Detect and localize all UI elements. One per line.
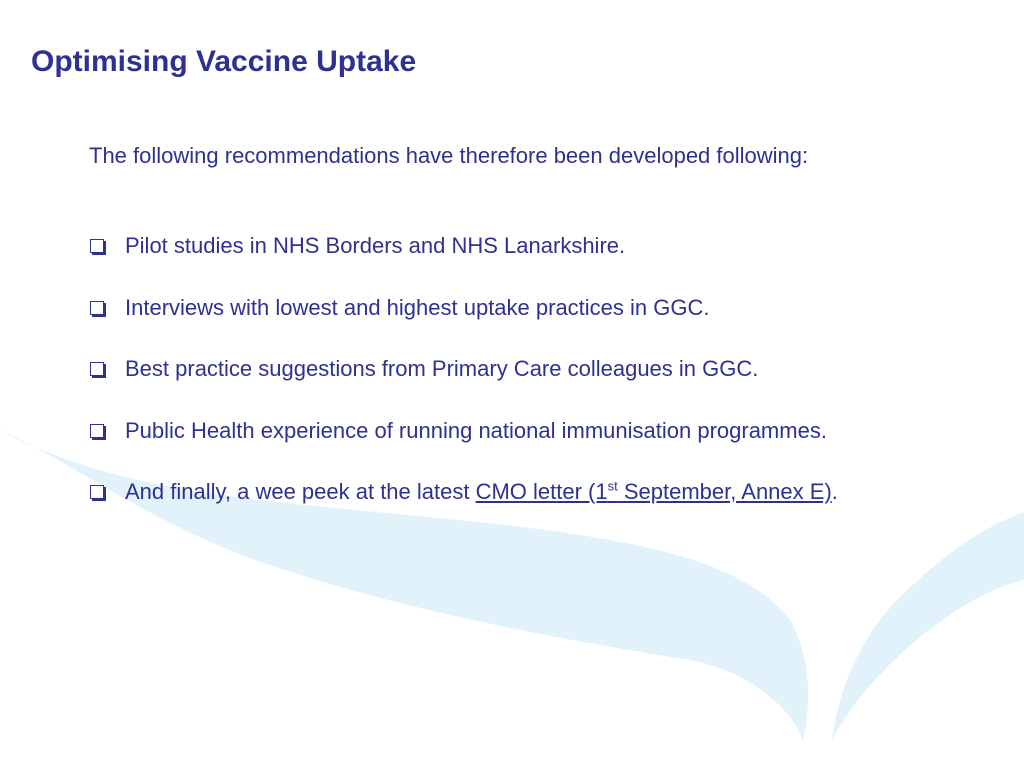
cmo-letter-link-start: CMO letter (1 <box>475 479 608 504</box>
list-item <box>89 232 838 260</box>
list-item <box>89 294 838 322</box>
list-item <box>89 355 838 383</box>
slide-title: Optimising Vaccine Uptake <box>31 45 417 78</box>
checkbox-bullet-icon <box>90 485 104 499</box>
checkbox-bullet-icon <box>90 239 104 253</box>
cmo-letter-link[interactable] <box>476 479 832 504</box>
intro-text: The following recommendations have therefore been developed following: <box>89 143 809 168</box>
cmo-letter-link-end: September, Annex E) <box>617 479 832 504</box>
final-bullet-text <box>125 479 838 504</box>
final-bullet-suffix: . <box>831 479 838 504</box>
list-item <box>89 478 838 506</box>
list-item-text: Interviews with lowest and highest uptake practices in GGC. <box>125 294 710 320</box>
checkbox-bullet-icon <box>90 424 104 438</box>
list-item <box>89 417 838 445</box>
checkbox-bullet-icon <box>90 362 104 376</box>
list-item-text: Best practice suggestions from Primary Care colleagues in GGC. <box>125 356 759 381</box>
list-item-text: Public Health experience of running national immunisation programmes. <box>125 417 827 443</box>
list-item-text: Pilot studies in NHS Borders and NHS Lanarkshire. <box>125 233 626 258</box>
right-swoosh <box>832 512 1024 740</box>
final-bullet-prefix: And finally, a wee peek at the latest <box>125 479 476 504</box>
checkbox-bullet-icon <box>90 301 104 315</box>
recommendation-list <box>89 232 838 540</box>
cmo-letter-link-superscript: st <box>607 478 618 494</box>
